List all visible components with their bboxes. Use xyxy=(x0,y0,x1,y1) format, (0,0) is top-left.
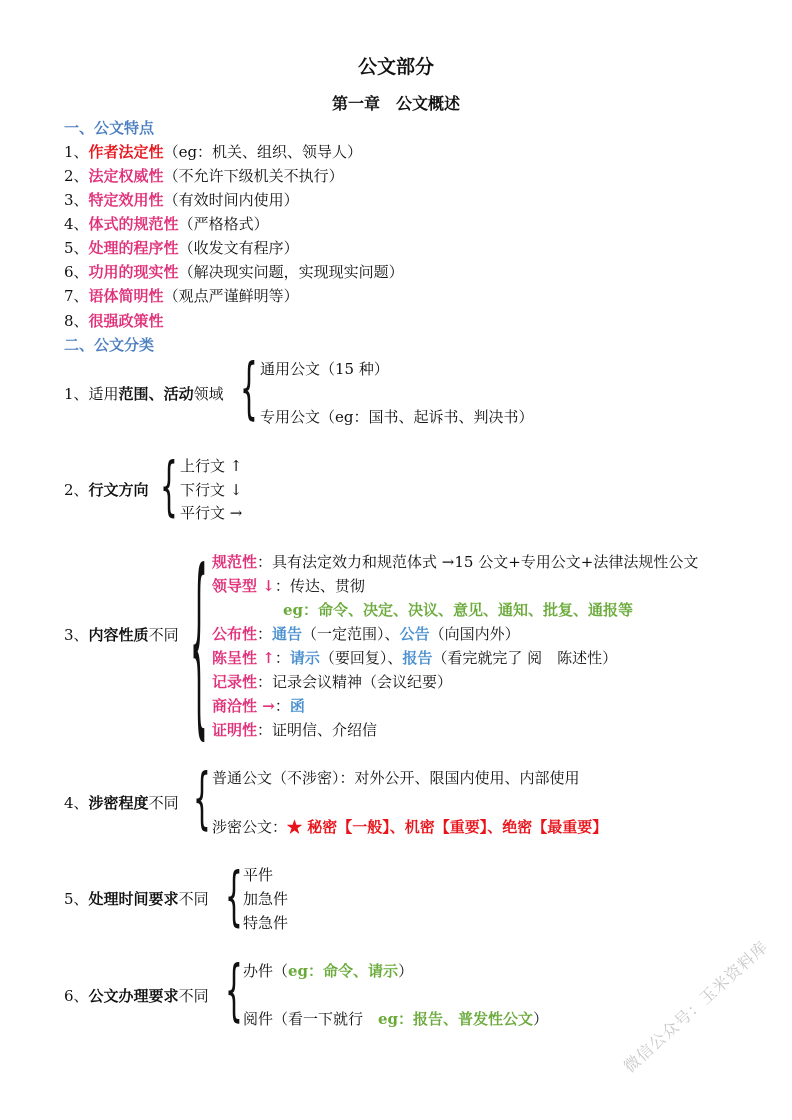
page-title: 公文部分 xyxy=(357,56,434,78)
option-text: 特急件 xyxy=(243,914,289,932)
option-text: 专用公文（eg：国书、起诉书、判决书） xyxy=(260,408,534,426)
list-item: 5、处理的程序性（收发文有程序） xyxy=(64,239,299,257)
brace-icon: { xyxy=(240,348,258,428)
option-text: 平件 xyxy=(243,866,274,884)
nature-row: 商洽性 →：函 xyxy=(212,697,305,715)
option-text: 办件（eg：命令、请示） xyxy=(243,962,414,980)
group-scope-label: 1、适用范围、活动领域 xyxy=(64,385,224,403)
section-heading-classification: 二、公文分类 xyxy=(64,336,155,354)
section-heading-features: 一、公文特点 xyxy=(64,119,155,137)
group-handling-label: 6、公文办理要求不同 xyxy=(64,987,209,1005)
option-text: 加急件 xyxy=(243,890,289,908)
list-item: 6、功用的现实性（解决现实问题，实现现实问题） xyxy=(64,263,404,281)
option-text: 普通公文（不涉密）：对外公开、限国内使用、内部使用 xyxy=(212,769,580,787)
option-text: 阅件（看一下就行 eg：报告、普发性公文） xyxy=(243,1010,549,1028)
list-item: 2、法定权威性（不允许下级机关不执行） xyxy=(64,167,344,185)
chapter-title: 第一章 公文概述 xyxy=(331,94,460,113)
nature-row: 公布性：通告（一定范围）、公告（向国内外） xyxy=(212,625,520,643)
list-item: 4、体式的规范性（严格格式） xyxy=(64,215,269,233)
nature-row: 规范性：具有法定效力和规范体式 →15 公文+专用公文+法律法规性公文 xyxy=(212,553,699,571)
list-item: 1、作者法定性（eg：机关、组织、领导人） xyxy=(64,143,363,161)
nature-row: 记录性：记录会议精神（会议纪要） xyxy=(212,673,453,691)
group-secrecy-label: 4、涉密程度不同 xyxy=(64,794,179,812)
nature-row: 证明性：证明信、介绍信 xyxy=(212,721,378,739)
brace-icon: { xyxy=(225,950,243,1030)
option-text: 涉密公文：★ 秘密【一般】、机密【重要】、绝密【最重要】 xyxy=(212,818,608,836)
option-text: 平行文 → xyxy=(180,504,243,522)
option-text: 上行文 ↑ xyxy=(180,457,243,475)
nature-example: eg：命令、决定、决议、意见、通知、批复、通报等 xyxy=(283,601,634,619)
watermark: 微信公众号：玉米资料库 xyxy=(620,937,772,1077)
list-item: 7、语体简明性（观点严谨鲜明等） xyxy=(64,287,299,305)
brace-icon: { xyxy=(193,758,211,838)
brace-icon: { xyxy=(225,858,243,934)
nature-row: 陈呈性 ↑：请示（要回复）、报告（看完就完了 阅 陈述性） xyxy=(212,649,618,667)
group-timing-label: 5、处理时间要求不同 xyxy=(64,890,209,908)
option-text: 通用公文（15 种） xyxy=(260,360,389,378)
nature-row: 领导型 ↓：传达、贯彻 xyxy=(212,577,365,595)
brace-icon: { xyxy=(160,448,178,524)
group-direction-label: 2、行文方向 xyxy=(64,481,149,499)
list-item: 3、特定效用性（有效时间内使用） xyxy=(64,191,299,209)
brace-icon: { xyxy=(190,528,208,759)
option-text: 下行文 ↓ xyxy=(180,481,243,499)
list-item: 8、很强政策性 xyxy=(64,312,164,330)
group-nature-label: 3、内容性质不同 xyxy=(64,626,179,644)
